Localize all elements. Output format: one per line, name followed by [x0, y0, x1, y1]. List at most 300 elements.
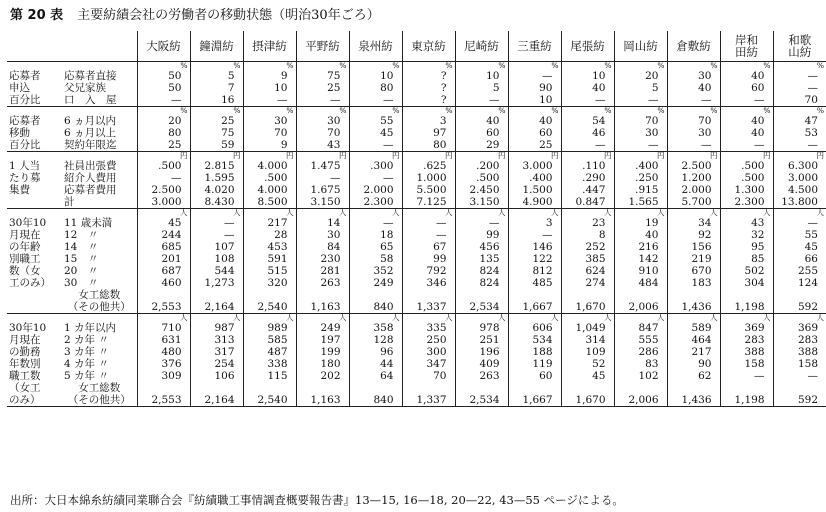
total-cell: 1,198	[734, 394, 765, 406]
value-cell: 47	[804, 115, 818, 127]
value-cell: 2.300	[363, 196, 394, 208]
company-values	[402, 62, 455, 107]
company-values	[296, 152, 349, 209]
value-cell: ?	[440, 94, 447, 106]
value-cell: 281	[320, 265, 341, 277]
value-cell: 124	[797, 277, 818, 289]
value-cell: —	[224, 229, 235, 241]
company-values	[667, 314, 720, 407]
value-cell: 352	[373, 265, 394, 277]
unit-mark: %	[233, 61, 241, 70]
value-cell: 484	[638, 277, 659, 289]
value-cell: 216	[638, 241, 659, 253]
unit-mark: 人	[339, 208, 347, 217]
total-cell: 1,163	[310, 301, 341, 313]
value-cell: —	[807, 370, 818, 382]
value-cell: 1.565	[628, 196, 659, 208]
value-cell: 358	[373, 322, 394, 334]
value-cell: 14	[327, 217, 341, 229]
company-values	[614, 62, 667, 107]
unit-mark: 人	[498, 313, 506, 322]
value-cell: 249	[320, 322, 341, 334]
value-cell: 40	[751, 127, 765, 139]
value-cell: 369	[797, 322, 818, 334]
value-cell: 34	[698, 217, 712, 229]
group-label-line: 応募者	[9, 115, 41, 127]
company-header-line: 山紡	[788, 45, 812, 59]
unit-mark: 円	[763, 151, 771, 160]
value-cell: 286	[638, 346, 659, 358]
section-row	[7, 314, 826, 407]
value-cell: 3.000	[522, 160, 553, 172]
section-group-label	[7, 107, 62, 152]
row-label: 契約年限迄	[64, 139, 117, 151]
group-label-line: 百分比	[9, 139, 41, 151]
value-cell: 585	[267, 334, 288, 346]
unit-mark: 人	[604, 208, 612, 217]
company-values	[455, 107, 508, 152]
company-values	[190, 209, 243, 314]
unit-mark: 人	[392, 208, 400, 217]
unit-mark: %	[286, 106, 294, 115]
company-values	[508, 314, 561, 407]
unit-mark: 円	[392, 151, 400, 160]
unit-mark: %	[657, 106, 665, 115]
group-label-line: 工のみ）	[9, 277, 51, 289]
value-cell: 119	[532, 358, 553, 370]
value-cell: 55	[804, 229, 818, 241]
unit-mark: 人	[551, 313, 559, 322]
company-values	[349, 62, 402, 107]
value-cell: 4.000	[257, 160, 288, 172]
group-label-line: 申込	[9, 82, 30, 94]
company-values	[455, 62, 508, 107]
value-cell: 60	[751, 82, 765, 94]
value-cell: .290	[582, 172, 606, 184]
section-group-label	[7, 314, 62, 407]
value-cell: 40	[592, 82, 606, 94]
unit-mark: 人	[180, 208, 188, 217]
value-cell: 13.800	[781, 196, 818, 208]
group-label-line: 30年10	[9, 217, 47, 229]
value-cell: —	[383, 94, 394, 106]
company-values	[190, 152, 243, 209]
company-values	[402, 209, 455, 314]
row-label: 6 ヵ月以上	[64, 127, 117, 139]
total-cell: 2,164	[204, 394, 235, 406]
value-cell: 80	[168, 127, 182, 139]
value-cell: 847	[638, 322, 659, 334]
value-cell: 25	[168, 139, 182, 151]
unit-mark: 人	[763, 313, 771, 322]
value-cell: 555	[638, 334, 659, 346]
value-cell: —	[277, 94, 288, 106]
value-cell: —	[595, 94, 606, 106]
group-label-line: 年数別	[9, 358, 41, 370]
total-cell: 1,670	[575, 301, 606, 313]
value-cell: .500	[741, 160, 765, 172]
value-cell: 70	[645, 115, 659, 127]
value-cell: —	[701, 94, 712, 106]
value-cell: 250	[426, 334, 447, 346]
value-cell: 45	[380, 127, 394, 139]
value-cell: 92	[698, 229, 712, 241]
value-cell: 5.700	[681, 196, 712, 208]
unit-mark: %	[763, 106, 771, 115]
company-values	[137, 107, 190, 152]
unit-mark: 人	[445, 208, 453, 217]
value-cell: 53	[804, 127, 818, 139]
value-cell: 309	[161, 370, 182, 382]
value-cell: 313	[214, 334, 235, 346]
unit-mark: 人	[392, 313, 400, 322]
value-cell: .500	[264, 172, 288, 184]
value-cell: —	[701, 139, 712, 151]
value-cell: —	[807, 217, 818, 229]
value-cell: 28	[274, 229, 288, 241]
value-cell: 687	[161, 265, 182, 277]
value-cell: 158	[744, 358, 765, 370]
value-cell: .625	[423, 160, 447, 172]
company-values	[773, 62, 826, 107]
row-label: 応募者費用	[64, 184, 117, 196]
value-cell: 25	[221, 115, 235, 127]
value-cell: 3	[439, 115, 447, 127]
value-cell: 5	[227, 70, 235, 82]
value-cell: 1.000	[416, 172, 447, 184]
value-cell: 631	[161, 334, 182, 346]
header-row	[7, 31, 826, 62]
group-label-line: 応募者	[9, 70, 41, 82]
unit-mark: 人	[657, 313, 665, 322]
value-cell: 62	[698, 370, 712, 382]
unit-mark: %	[392, 61, 400, 70]
value-cell: 20	[645, 70, 659, 82]
value-cell: 9	[280, 139, 288, 151]
value-cell: 108	[214, 253, 235, 265]
value-cell: 409	[479, 358, 500, 370]
unit-mark: %	[657, 61, 665, 70]
value-cell: 217	[691, 346, 712, 358]
company-values	[190, 62, 243, 107]
company-header: 岡山紡	[614, 31, 667, 62]
company-header	[773, 31, 826, 62]
value-cell: .300	[370, 160, 394, 172]
value-cell: 456	[479, 241, 500, 253]
unit-mark: 人	[604, 313, 612, 322]
value-cell: —	[383, 139, 394, 151]
value-cell: 107	[214, 241, 235, 253]
row-label: 2 カ年 〃	[64, 334, 109, 346]
value-cell: 66	[804, 253, 818, 265]
value-cell: 824	[479, 277, 500, 289]
company-header: 倉敷紡	[667, 31, 720, 62]
company-values	[614, 152, 667, 209]
row-label: 5 カ年 〃	[64, 370, 109, 382]
value-cell: 254	[214, 358, 235, 370]
group-label-line: 集費	[9, 184, 30, 196]
company-values	[667, 209, 720, 314]
value-cell: 90	[539, 82, 553, 94]
value-cell: 2.815	[204, 160, 235, 172]
total-cell: 2,006	[628, 301, 659, 313]
group-label-line: （女工	[9, 382, 41, 394]
total-cell: 1,667	[522, 301, 553, 313]
total-cell: 1,436	[681, 394, 712, 406]
value-cell: 8	[598, 229, 606, 241]
value-cell: 624	[585, 265, 606, 277]
value-cell: —	[489, 217, 500, 229]
company-header: 三重紡	[508, 31, 561, 62]
total-cell: 2,534	[469, 394, 500, 406]
value-cell: 4.900	[522, 196, 553, 208]
value-cell: 989	[267, 322, 288, 334]
company-values	[720, 209, 773, 314]
unit-mark: %	[604, 61, 612, 70]
value-cell: 70	[274, 127, 288, 139]
value-cell: 65	[380, 241, 394, 253]
value-cell: ?	[440, 70, 447, 82]
value-cell: .500	[158, 160, 182, 172]
value-cell: 30	[698, 70, 712, 82]
value-cell: 180	[320, 358, 341, 370]
value-cell: 7	[227, 82, 235, 94]
unit-mark: %	[339, 106, 347, 115]
value-cell: 5	[492, 82, 500, 94]
total-cell: 592	[797, 394, 818, 406]
value-cell: 274	[585, 277, 606, 289]
company-values	[296, 314, 349, 407]
value-cell: 978	[479, 322, 500, 334]
value-cell: 3.150	[310, 196, 341, 208]
total-cell: 1,198	[734, 301, 765, 313]
group-label-line: 百分比	[9, 94, 41, 106]
value-cell: 70	[698, 115, 712, 127]
value-cell: .500	[741, 172, 765, 184]
row-label: 6 ヵ月以内	[64, 115, 117, 127]
unit-mark: %	[180, 106, 188, 115]
company-values	[349, 209, 402, 314]
unit-mark: %	[551, 106, 559, 115]
company-header-line: 田紡	[735, 45, 758, 59]
unit-mark: 人	[498, 208, 506, 217]
value-cell: 146	[532, 241, 553, 253]
row-label: 4 カ年 〃	[64, 358, 109, 370]
company-values	[720, 152, 773, 209]
value-cell: 300	[426, 346, 447, 358]
company-header: 東京紡	[402, 31, 455, 62]
company-values	[773, 152, 826, 209]
company-values	[508, 152, 561, 209]
value-cell: 20	[168, 115, 182, 127]
value-cell: 10	[486, 70, 500, 82]
company-values	[508, 62, 561, 107]
value-cell: 460	[161, 277, 182, 289]
value-cell: 2.500	[151, 184, 182, 196]
unit-mark: 人	[286, 313, 294, 322]
value-cell: 85	[751, 253, 765, 265]
unit-mark: 円	[498, 151, 506, 160]
company-values	[243, 314, 296, 407]
value-cell: 0.847	[575, 196, 606, 208]
value-cell: 70	[433, 370, 447, 382]
group-label-line: たり募	[9, 172, 41, 184]
unit-mark: 人	[180, 313, 188, 322]
table-caption: 主要紡績会社の労働者の移動状態（明治30年ごろ）	[77, 8, 380, 23]
row-label: 紹介人費用	[64, 172, 117, 184]
value-cell: —	[754, 94, 765, 106]
row-labels	[62, 107, 137, 152]
value-cell: 45	[168, 217, 182, 229]
value-cell: 83	[645, 358, 659, 370]
value-cell: ?	[440, 82, 447, 94]
company-values	[455, 152, 508, 209]
value-cell: 487	[267, 346, 288, 358]
company-header: 摂津紡	[243, 31, 296, 62]
value-cell: 812	[532, 265, 553, 277]
value-cell: 3.150	[469, 196, 500, 208]
value-cell: 40	[698, 82, 712, 94]
value-cell: 75	[221, 127, 235, 139]
value-cell: 1.500	[522, 184, 553, 196]
value-cell: 670	[691, 265, 712, 277]
company-values	[455, 209, 508, 314]
value-cell: 685	[161, 241, 182, 253]
unit-mark: 人	[445, 313, 453, 322]
value-cell: 255	[797, 265, 818, 277]
value-cell: 202	[320, 370, 341, 382]
value-cell: 122	[532, 253, 553, 265]
unit-mark: %	[392, 106, 400, 115]
value-cell: 30	[698, 127, 712, 139]
row-label: 3 カ年 〃	[64, 346, 109, 358]
value-cell: 9	[280, 70, 288, 82]
value-cell: 10	[380, 70, 394, 82]
row-label: 12 〃	[64, 229, 99, 241]
unit-mark: 円	[551, 151, 559, 160]
row-label: （その他共）	[67, 301, 131, 313]
company-header: 泉州紡	[349, 31, 402, 62]
value-cell: 30	[327, 229, 341, 241]
value-cell: —	[383, 217, 394, 229]
value-cell: .110	[582, 160, 606, 172]
value-cell: 2.000	[681, 184, 712, 196]
value-cell: 16	[221, 94, 235, 106]
value-cell: 453	[267, 241, 288, 253]
value-cell: —	[542, 229, 553, 241]
total-cell: 2,553	[151, 394, 182, 406]
company-values	[773, 314, 826, 407]
unit-mark: %	[763, 61, 771, 70]
value-cell: 64	[380, 370, 394, 382]
value-cell: 40	[751, 115, 765, 127]
unit-mark: 人	[551, 208, 559, 217]
company-values	[614, 209, 667, 314]
unit-mark: %	[498, 61, 506, 70]
total-cell: 1,436	[681, 301, 712, 313]
company-values	[667, 107, 720, 152]
value-cell: 156	[691, 241, 712, 253]
group-label-line: 月現在	[9, 334, 41, 346]
value-cell: 84	[327, 241, 341, 253]
section-row	[7, 152, 826, 209]
company-header: 大阪紡	[137, 31, 190, 62]
row-label: 計	[64, 196, 75, 208]
row-labels	[62, 314, 137, 407]
value-cell: 217	[267, 217, 288, 229]
unit-mark: 円	[657, 151, 665, 160]
value-cell: 376	[161, 358, 182, 370]
group-label-line: の勤務	[9, 346, 41, 358]
value-cell: 96	[380, 346, 394, 358]
value-cell: 335	[426, 322, 447, 334]
company-values	[561, 209, 614, 314]
value-cell: 59	[221, 139, 235, 151]
value-cell: 25	[539, 139, 553, 151]
value-cell: 43	[751, 217, 765, 229]
value-cell: 60	[486, 127, 500, 139]
value-cell: 50	[168, 70, 182, 82]
company-header-line: 岸和	[735, 33, 758, 47]
company-values	[667, 152, 720, 209]
row-label: （その他共）	[67, 394, 131, 406]
value-cell: 40	[486, 115, 500, 127]
company-values	[402, 107, 455, 152]
company-values	[243, 209, 296, 314]
unit-mark: 円	[604, 151, 612, 160]
company-values	[667, 62, 720, 107]
value-cell: 385	[585, 253, 606, 265]
value-cell: 44	[380, 358, 394, 370]
value-cell: 60	[539, 127, 553, 139]
value-cell: 67	[433, 241, 447, 253]
row-label: 社員出張費	[64, 160, 117, 172]
value-cell: .500	[476, 172, 500, 184]
value-cell: 283	[744, 334, 765, 346]
value-cell: —	[595, 139, 606, 151]
value-cell: 369	[744, 322, 765, 334]
company-values	[243, 107, 296, 152]
value-cell: —	[648, 94, 659, 106]
value-cell: 109	[585, 346, 606, 358]
row-label: 30 〃	[64, 277, 99, 289]
company-values	[402, 314, 455, 407]
value-cell: 314	[585, 334, 606, 346]
value-cell: .400	[635, 160, 659, 172]
section-row	[7, 107, 826, 152]
section-row	[7, 62, 826, 107]
value-cell: 304	[744, 277, 765, 289]
company-values	[190, 107, 243, 152]
value-cell: —	[383, 172, 394, 184]
value-cell: 102	[638, 370, 659, 382]
value-cell: 338	[267, 358, 288, 370]
header-blank	[7, 31, 62, 62]
group-label-line: のみ）	[9, 394, 41, 406]
value-cell: 183	[691, 277, 712, 289]
value-cell: 197	[320, 334, 341, 346]
row-labels	[62, 209, 137, 314]
value-cell: —	[436, 229, 447, 241]
unit-mark: %	[604, 106, 612, 115]
unit-mark: %	[551, 61, 559, 70]
unit-mark: %	[816, 106, 824, 115]
total-cell: 1,337	[416, 394, 447, 406]
value-cell: 244	[161, 229, 182, 241]
value-cell: 45	[592, 370, 606, 382]
company-values	[720, 314, 773, 407]
row-label: 女工総数	[78, 382, 121, 394]
